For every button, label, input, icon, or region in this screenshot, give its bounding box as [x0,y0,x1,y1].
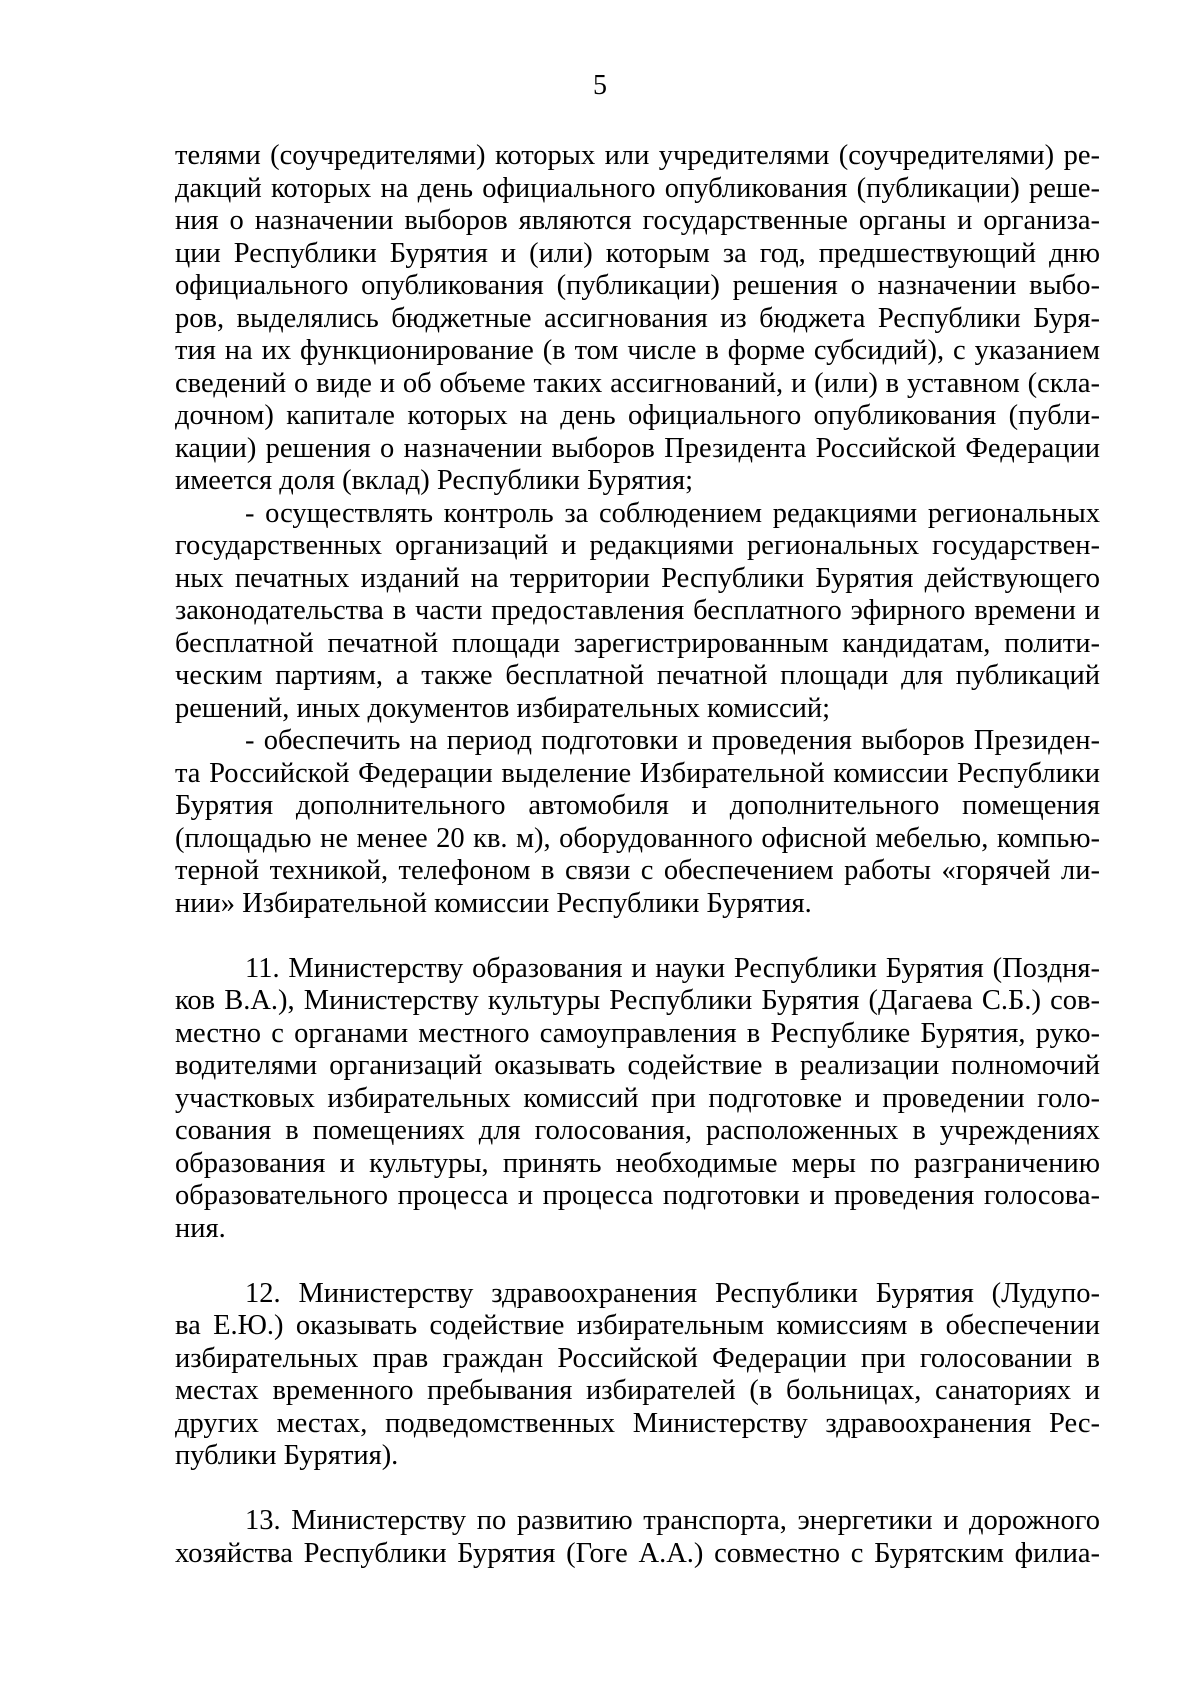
text-line: избирательных прав граждан Российской Федерации при голосовании в [175,1342,1100,1374]
text-line: публики Бурятия). [175,1440,399,1471]
text-line: образовательного процесса и процесса подготовки и проведения голосова- [175,1180,1100,1211]
text-line: ров, выделялись бюджетные ассигнования из бюджета Республики Буря- [175,302,1100,334]
paragraph-item-11 [175,953,1100,1246]
paragraph-item-12 [175,1278,1100,1473]
text-line: - обеспечить на период подготовки и проведения выборов Президен- [245,725,1100,756]
text-line: (площадью не менее 20 кв. м), оборудованного офисной мебелью, компью- [175,822,1100,854]
text-line: ческим партиям, а также бесплатной печатной площади для публикаций [175,660,1100,691]
paragraph-control-item [175,498,1100,726]
text-line: местах временного пребывания избирателей (в больницах, санаториях и [175,1375,1100,1406]
paragraph-spacer [175,1245,1100,1278]
paragraph-continuation [175,140,1100,498]
text-line: водителями организаций оказывать содействие в реализации полномочий [175,1050,1100,1081]
text-line: ков В.А.), Министерству культуры Республики Бурятия (Дагаева С.Б.) сов- [175,985,1100,1016]
text-line: та Российской Федерации выделение Избирательной комиссии Республики [175,757,1100,789]
text-line: бесплатной печатной площади зарегистрированным кандидатам, полити- [175,627,1100,659]
text-line: участковых избирательных комиссий при подготовке и проведении голо- [175,1082,1100,1114]
text-line: имеется доля (вклад) Республики Бурятия; [175,465,693,496]
text-line: ния о назначении выборов являются государственные органы и организа- [175,205,1100,236]
text-line: образования и культуры, принять необходимые меры по разграничению [175,1147,1100,1179]
text-line: телями (соучредителями) которых или учредителями (соучредителями) ре- [175,140,1100,171]
text-line: решений, иных документов избирательных комиссий; [175,692,831,724]
text-line: дочном) капитале которых на день официального опубликования (публи- [175,400,1100,431]
text-line: ции Республики Бурятия и (или) которым за год, предшествующий дню [175,237,1100,269]
text-line: 11. Министерству образования и науки Республики Бурятия (Поздня- [245,952,1100,984]
text-line: ния. [175,1212,226,1244]
text-line: ва Е.Ю.) оказывать содействие избирательным комиссиям в обеспечении [175,1310,1100,1341]
text-line: государственных организаций и редакциями региональных государствен- [175,530,1100,561]
text-line: официального опубликования (публикации) решения о назначении выбо- [175,270,1100,301]
text-line: законодательства в части предоставления бесплатного эфирного времени и [175,595,1100,626]
text-line: дакций которых на день официального опубликования (публикации) реше- [175,172,1100,204]
text-line: хозяйства Республики Бурятия (Гоге А.А.) совместно с Бурятским филиа- [175,1537,1100,1569]
text-line: ных печатных изданий на территории Республики Бурятия действующего [175,562,1100,594]
text-line: - осуществлять контроль за соблюдением редакциями региональных [245,497,1100,529]
text-line: других местах, подведомственных Министерству здравоохранения Рес- [175,1407,1100,1439]
paragraph-item-13 [175,1505,1100,1570]
text-line: местно с органами местного самоуправления в Республике Бурятия, руко- [175,1017,1100,1049]
paragraph-spacer [175,1473,1100,1506]
text-line: кации) решения о назначении выборов Президента Российской Федерации [175,432,1100,464]
text-line: 12. Министерству здравоохранения Республики Бурятия (Лудупо- [245,1277,1100,1309]
text-line: сведений о виде и об объеме таких ассигнований, и (или) в уставном (скла- [175,367,1100,399]
document-body [175,140,1100,1570]
text-line: тия на их функционирование (в том числе в форме субсидий), с указанием [175,335,1100,366]
text-line: терной техникой, телефоном в связи с обеспечением работы «горячей ли- [175,855,1100,886]
text-line: Бурятия дополнительного автомобиля и дополнительного помещения [175,790,1100,821]
text-line: сования в помещениях для голосования, расположенных в учреждениях [175,1115,1100,1146]
page-number: 5 [593,70,607,101]
paragraph-spacer [175,920,1100,953]
paragraph-provide-item [175,725,1100,920]
text-line: нии» Избирательной комиссии Республики Бурятия. [175,887,812,919]
text-line: 13. Министерству по развитию транспорта, энергетики и дорожного [245,1505,1100,1536]
